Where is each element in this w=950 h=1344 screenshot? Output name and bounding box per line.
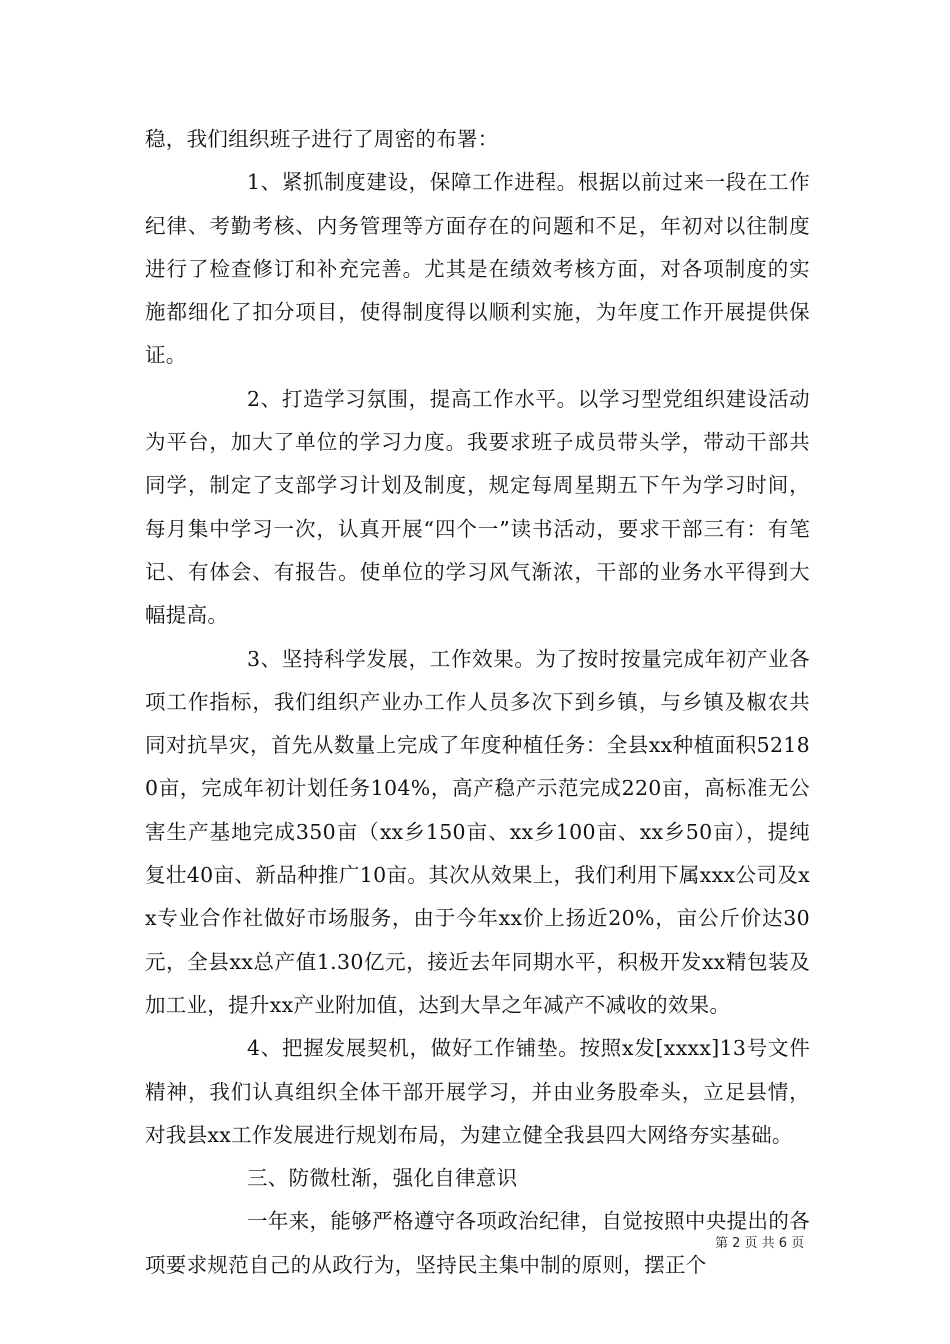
paragraph-item-2: 2、打造学习氛围，提高工作水平。以学习型党组织建设活动为平台，加大了单位的学习力度。我要求班子成员带头学，带动干部共同学，制定了支部学习计划及制度，规定每周星期五下午为学习时间，每月集中学习一次，认真开展“四个一”读书活动，要求干部三有：有笔记、有体会、有报告。使单位的学习风气渐浓，干部的业务水平得到大幅提高。 xyxy=(145,386,810,628)
document-body xyxy=(145,118,810,1287)
paragraph-section-body: 一年来，能够严格遵守各项政治纪律，自觉按照中央提出的各项要求规范自己的从政行为，坚持民主集中制的原则，摆正个 xyxy=(145,1209,810,1277)
paragraph-continuation: 稳，我们组织班子进行了周密的布署： xyxy=(145,127,499,151)
page-number-footer: 第 2 页 共 6 页 xyxy=(715,1236,805,1251)
paragraph-item-3: 3、坚持科学发展，工作效果。为了按时按量完成年初产业各项工作指标，我们组织产业办工作人员多次下到乡镇，与乡镇及椒农共同对抗旱灾，首先从数量上完成了年度种植任务：全县xx种植面积52180亩，完成年初计划任务104%，高产稳产示范完成220亩，高标准无公害生产基地完成350亩（xx乡150亩、xx乡100亩、xx乡50亩），提纯复壮40亩、新品种推广10亩。其次从效果上，我们利用下属xxx公司及xx专业合作社做好市场服务，由于今年xx价上扬近20%，亩公斤价达30元，全县xx总产值1.30亿元，接近去年同期水平，积极开发xx精包装及加工业，提升xx产业附加值，达到大旱之年减产不减收的效果。 xyxy=(145,646,810,1017)
paragraph-item-4: 4、把握发展契机，做好工作铺垫。按照x发[xxxx]13号文件精神，我们认真组织全体干部开展学习，并由业务股牵头，立足县情，对我县xx工作发展进行规划布局，为建立健全我县四大网络夯实基础。 xyxy=(145,1036,810,1147)
section-heading: 三、防微杜渐，强化自律意识 xyxy=(247,1166,518,1191)
paragraph-item-1: 1、紧抓制度建设，保障工作进程。根据以前过来一段在工作纪律、考勤考核、内务管理等方面存在的问题和不足，年初对以往制度进行了检查修订和补充完善。尤其是在绩效考核方面，对各项制度的实施都细化了扣分项目，使得制度得以顺利实施，为年度工作开展提供保证。 xyxy=(145,170,810,368)
